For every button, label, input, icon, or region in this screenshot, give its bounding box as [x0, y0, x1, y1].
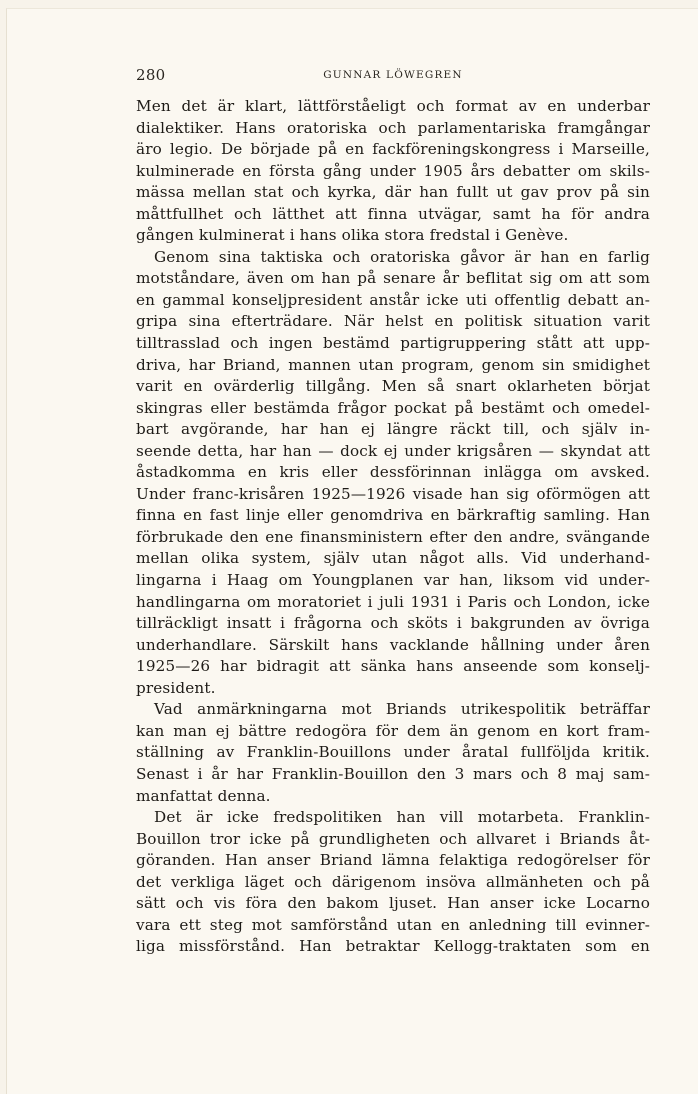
- text-line: dialektiker. Hans oratoriska och parlamentariska framgångar: [136, 118, 650, 137]
- text-line: vara ett steg mot samförstånd utan en anledning till evinner-: [136, 915, 650, 934]
- text-line: tillräckligt insatt i frågorna och sköts i bakgrunden av övriga: [136, 614, 650, 633]
- text-line: mellan olika system, själv utan något alls. Vid underhand-: [136, 549, 650, 568]
- text-line: finna en fast linje eller genomdriva en bärkraftig samling. Han: [136, 506, 650, 525]
- text-line: president.: [136, 678, 216, 697]
- running-head: [136, 66, 650, 88]
- text-line: motståndare, även om han på senare år beflitat sig om att som: [136, 269, 650, 288]
- text-line: Det är icke fredspolitiken han vill motarbeta. Franklin-: [154, 808, 650, 827]
- text-line: mässa mellan stat och kyrka, där han fullt ut gav prov på sin: [136, 183, 650, 202]
- text-line: äro legio. De började på en fackföreningskongress i Marseille,: [136, 140, 650, 159]
- text-line: handlingarna om moratoriet i juli 1931 i Paris och London, icke: [136, 592, 650, 611]
- text-line: en gammal konseljpresident anstår icke uti offentlig debatt an-: [136, 290, 650, 309]
- text-line: seende detta, har han — dock ej under krigsåren — skyndat att: [136, 441, 650, 460]
- text-line: göranden. Han anser Briand lämna felaktiga redogörelser för: [136, 851, 650, 870]
- text-line: Men det är klart, lättförståeligt och format av en underbar: [136, 97, 650, 115]
- text-line: liga missförstånd. Han betraktar Kellogg-traktaten som en: [136, 937, 650, 956]
- text-line: gripa sina efterträdare. När helst en politisk situation varit: [136, 312, 650, 331]
- text-line: skingras eller bestämda frågor pockat på bestämt och omedel-: [136, 398, 650, 417]
- running-head-author: GUNNAR LÖWEGREN: [323, 69, 463, 81]
- text-line: Genom sina taktiska och oratoriska gåvor är han en farlig: [154, 247, 650, 266]
- body-text: [136, 96, 650, 958]
- text-line: måttfullhet och lätthet att finna utvägar, samt ha för andra: [136, 204, 650, 223]
- text-line: åstadkomma en kris eller dessförinnan inlägga om avsked.: [136, 463, 650, 482]
- text-line: förbrukade den ene finansministern efter den andre, svängande: [136, 527, 650, 546]
- text-line: kulminerade en första gång under 1905 års debatter om skils-: [136, 161, 650, 180]
- text-line: bart avgörande, har han ej längre räckt till, och själv in-: [136, 420, 650, 439]
- text-line: tilltrasslad och ingen bestämd partigruppering stått att upp-: [136, 334, 650, 353]
- text-line: underhandlare. Särskilt hans vacklande hållning under åren: [136, 635, 650, 654]
- text-line: gången kulminerat i hans olika stora fredstal i Genève.: [136, 226, 569, 245]
- text-line: Bouillon tror icke på grundligheten och allvaret i Briands åt-: [136, 829, 650, 848]
- text-line: lingarna i Haag om Youngplanen var han, liksom vid under-: [136, 571, 650, 590]
- text-line: driva, har Briand, mannen utan program, genom sin smidighet: [136, 355, 650, 374]
- text-line: sätt och vis föra den bakom ljuset. Han anser icke Locarno: [136, 894, 650, 913]
- text-line: Vad anmärkningarna mot Briands utrikespolitik beträffar: [154, 700, 650, 719]
- text-line: 1925—26 har bidragit att sänka hans anseende som konselj-: [136, 657, 650, 676]
- text-line: varit en ovärderlig tillgång. Men så snart oklarheten börjat: [136, 377, 650, 396]
- text-line: kan man ej bättre redogöra för dem än genom en kort fram-: [136, 721, 650, 740]
- text-line: det verkliga läget och därigenom insöva allmänheten och på: [136, 872, 650, 891]
- page-number: 280: [136, 66, 166, 84]
- text-line: Under franc-krisåren 1925—1926 visade han sig oförmögen att: [136, 484, 650, 503]
- text-line: Senast i år har Franklin-Bouillon den 3 mars och 8 maj sam-: [136, 764, 650, 783]
- text-line: ställning av Franklin-Bouillons under åratal fullföljda kritik.: [136, 743, 650, 762]
- text-line: manfattat denna.: [136, 786, 271, 805]
